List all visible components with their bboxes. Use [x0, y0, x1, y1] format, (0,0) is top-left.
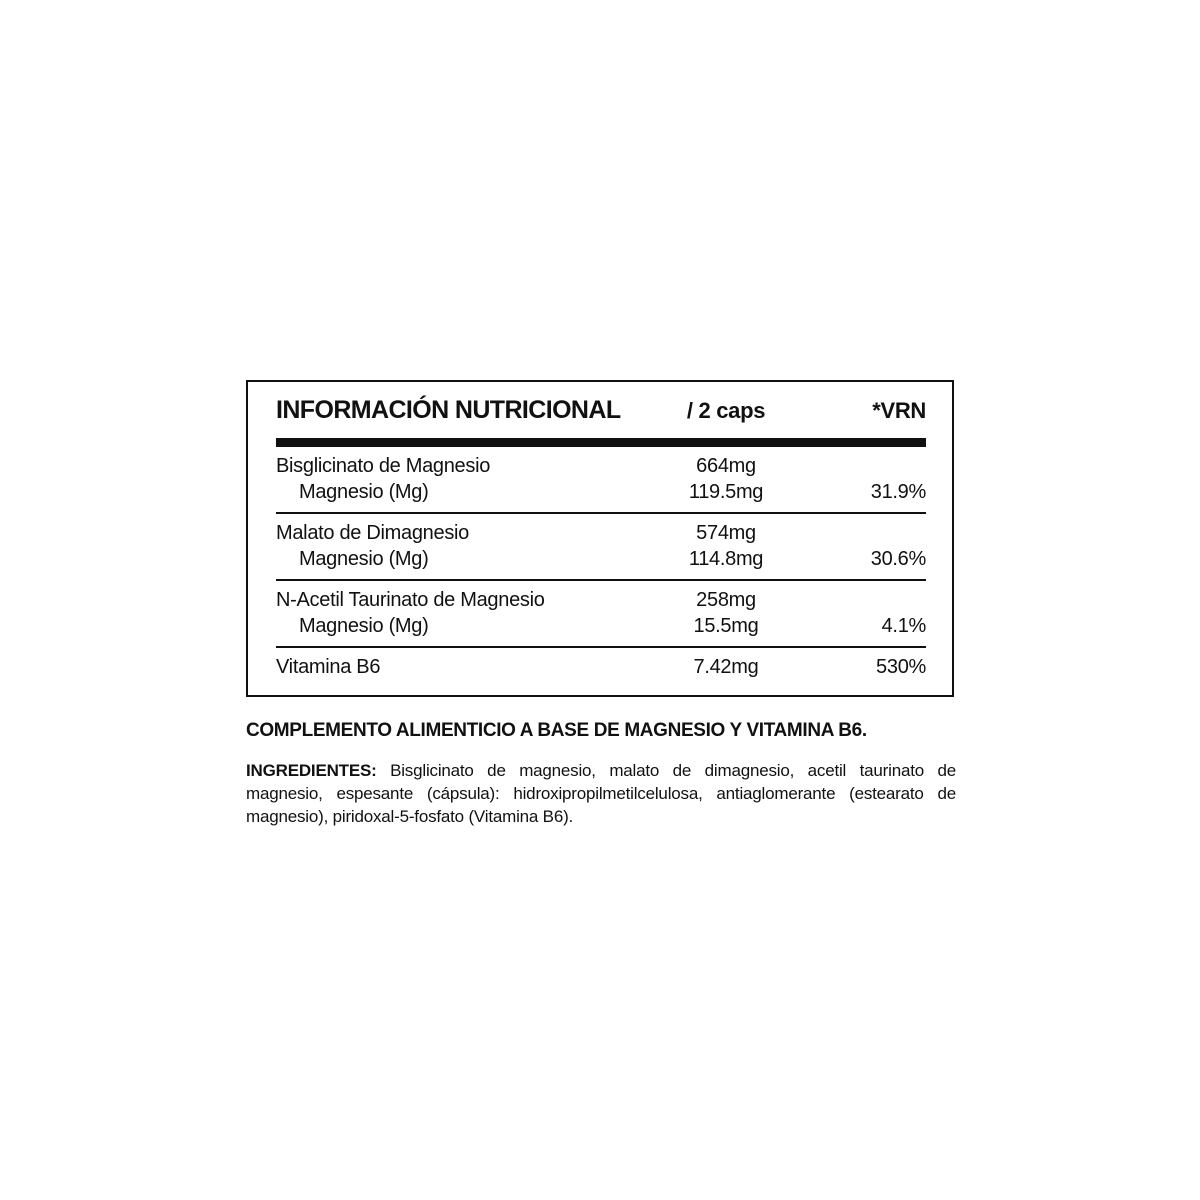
nutrient-amount: 119.5mg	[688, 481, 764, 503]
nutrient-group-malato	[276, 514, 926, 581]
nutrient-amount: 114.8mg	[688, 548, 764, 570]
nutrient-amount: 7.42mg	[693, 656, 759, 678]
nutrient-group-vitamina-b6	[276, 648, 926, 687]
nutrient-amount: 258mg	[696, 589, 756, 611]
nutrient-name: N-Acetil Taurinato de Magnesio	[276, 589, 545, 611]
label-footer	[246, 719, 956, 828]
table-row	[276, 654, 926, 680]
nutrition-facts-table	[246, 380, 954, 697]
nutrient-name: Magnesio (Mg)	[299, 615, 429, 637]
table-subrow	[276, 613, 926, 639]
nutrient-amount: 15.5mg	[693, 615, 759, 637]
nutrient-vrn	[826, 453, 926, 479]
nutrient-vrn: 30.6%	[870, 548, 926, 570]
nutrient-vrn	[826, 520, 926, 546]
nutrient-vrn: 4.1%	[881, 615, 926, 637]
nutrient-vrn: 31.9%	[870, 481, 926, 503]
nutrient-amount: 664mg	[696, 455, 756, 477]
table-row	[276, 453, 926, 479]
serving-column-header: / 2 caps	[686, 398, 766, 423]
nutrient-name: Malato de Dimagnesio	[276, 522, 469, 544]
ingredients-text: Bisglicinato de magnesio, malato de dimagnesio, acetil taurinato de magnesio, espesante (cápsula): hidroxipropilmetilcelulosa, antiaglomerante (estearato de magnesio), piridoxal-5-fosfato (Vitamina B6).	[246, 761, 956, 826]
nutrient-group-taurinato	[276, 581, 926, 648]
table-header-row	[276, 397, 926, 424]
nutrient-name: Magnesio (Mg)	[299, 481, 429, 503]
nutrient-group-bisglicinato	[276, 447, 926, 514]
header-divider-bar	[276, 438, 926, 447]
nutrient-name: Magnesio (Mg)	[299, 548, 429, 570]
nutrient-amount: 574mg	[696, 522, 756, 544]
nutrient-name: Bisglicinato de Magnesio	[276, 455, 491, 477]
table-subrow	[276, 479, 926, 505]
table-title: INFORMACIÓN NUTRICIONAL	[276, 396, 621, 424]
table-row	[276, 587, 926, 613]
ingredients-paragraph	[246, 759, 956, 828]
nutrient-vrn	[826, 587, 926, 613]
nutrient-name: Vitamina B6	[276, 656, 381, 678]
table-row	[276, 520, 926, 546]
supplement-headline: COMPLEMENTO ALIMENTICIO A BASE DE MAGNESIO Y VITAMINA B6.	[246, 720, 867, 741]
table-subrow	[276, 546, 926, 572]
ingredients-label: INGREDIENTES:	[246, 761, 377, 780]
vrn-column-header: *VRN	[872, 398, 926, 423]
nutrient-vrn: 530%	[876, 656, 926, 678]
